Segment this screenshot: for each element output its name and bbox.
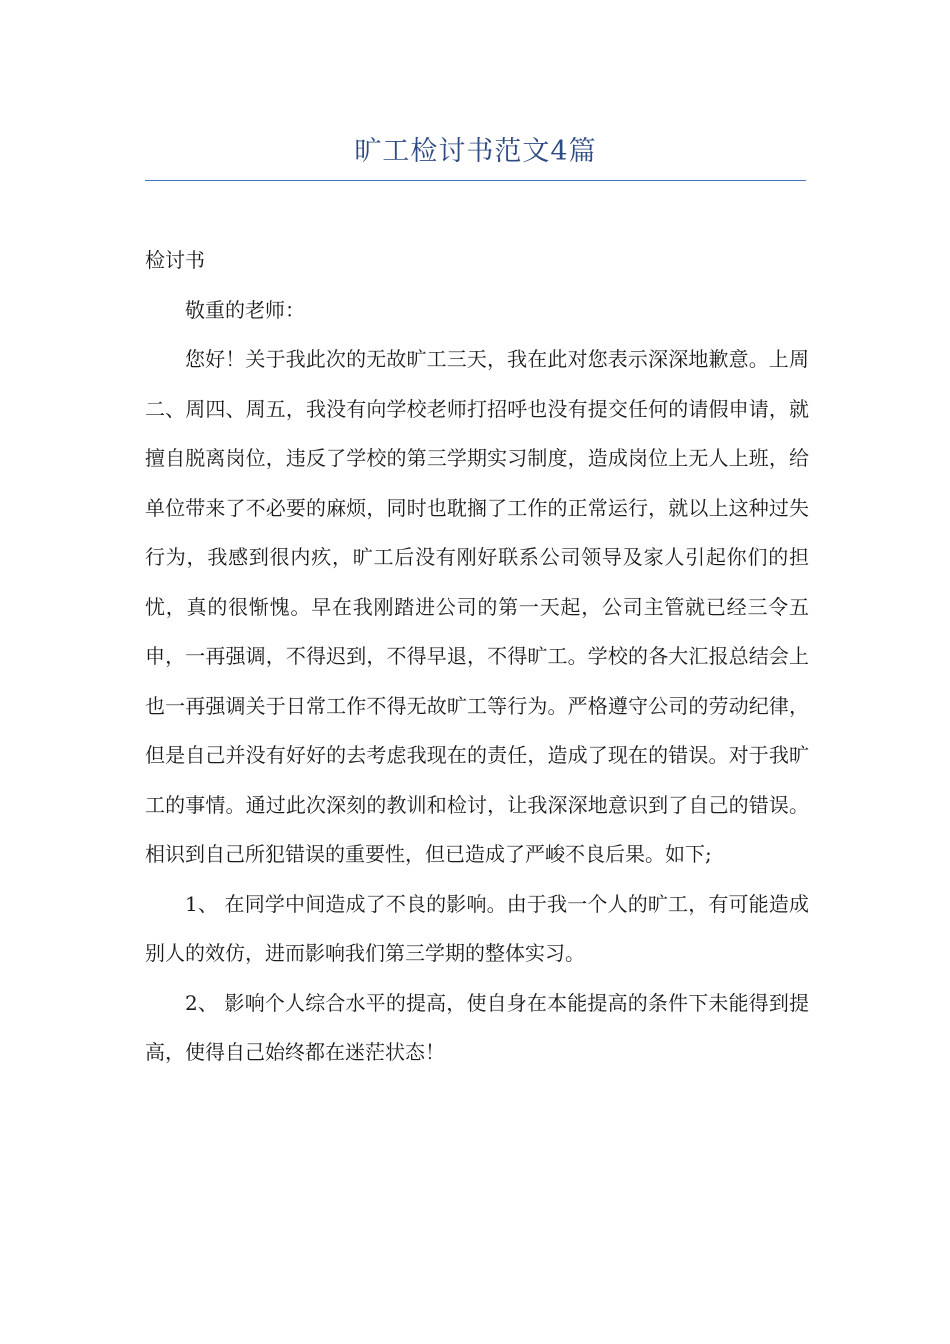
title-divider <box>145 180 806 181</box>
body-paragraph: 您好！关于我此次的无故旷工三天，我在此对您表示深深地歉意。上周二、周四、周五，我没有向学校老师打招呼也没有提交任何的请假申请，就擅自脱离岗位，违反了学校的第三学期实习制度，造成岗位上无人上班，给单位带来了不必要的麻烦，同时也耽搁了工作的正常运行，就以上这种过失行为，我感到很内疚，旷工后没有刚好联系公司领导及家人引起你们的担忧，真的很惭愧。早在我刚踏进公司的第一天起，公司主管就已经三令五申，一再强调，不得迟到，不得早退，不得旷工。学校的各大汇报总结会上也一再强调关于日常工作不得无故旷工等行为。严格遵守公司的劳动纪律，但是自己并没有好好的去考虑我现在的责任，造成了现在的错误。对于我旷工的事情。通过此次深刻的教训和检讨，让我深深地意识到了自己的错误。相识到自己所犯错误的重要性，但已造成了严峻不良后果。如下; <box>145 347 809 866</box>
salutation: 敬重的老师： <box>185 297 305 322</box>
list-item: 1、 在同学中间造成了不良的影响。由于我一个人的旷工，有可能造成别人的效仿，进而影响我们第三学期的整体实习。 <box>145 891 809 965</box>
list-item: 2、 影响个人综合水平的提高，使自身在本能提高的条件下未能得到提高，使得自己始终都在迷茫状态！ <box>145 990 809 1064</box>
page-title: 旷工检讨书范文4篇 <box>354 136 597 167</box>
document-body <box>145 236 809 1078</box>
section-heading: 检讨书 <box>145 248 205 272</box>
